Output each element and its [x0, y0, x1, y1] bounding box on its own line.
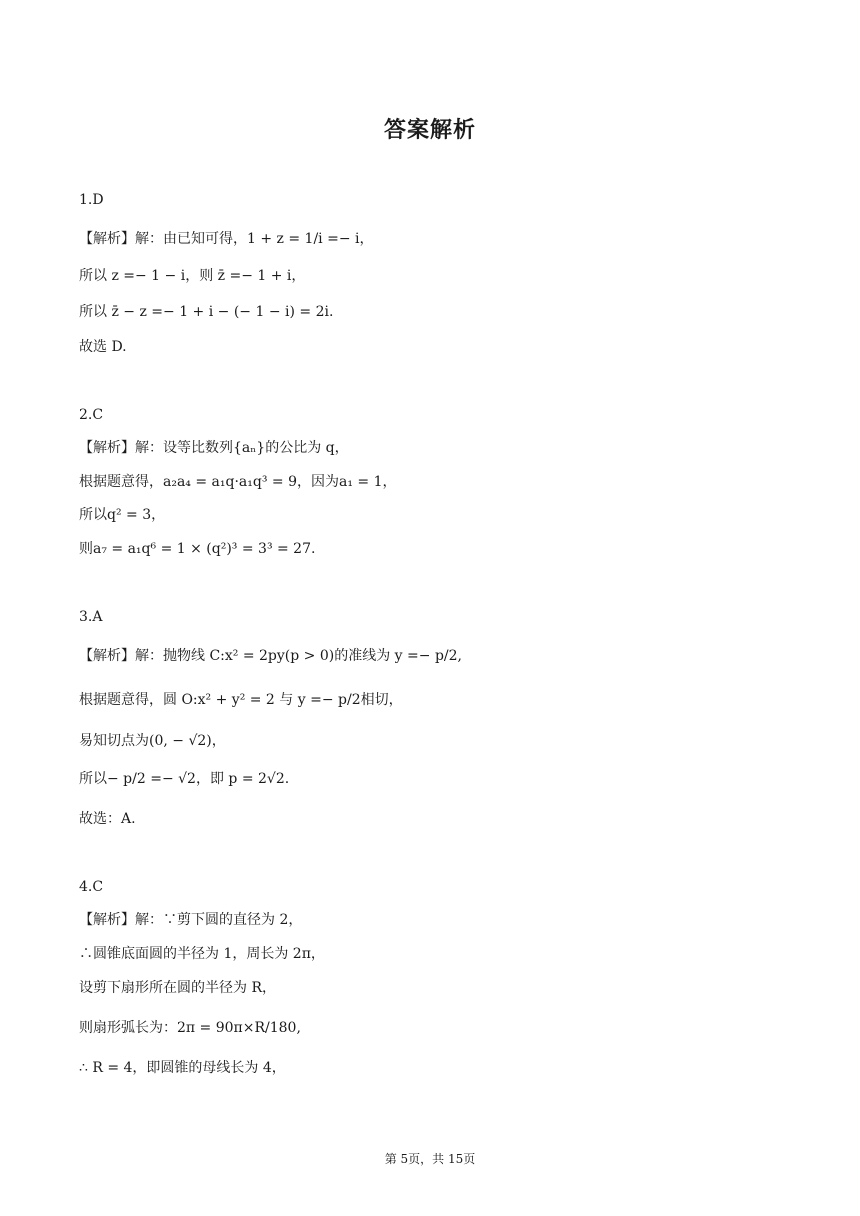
q3-line-2: 根据题意得，圆 O:x² + y² = 2 与 y =− p/2相切， — [79, 692, 403, 708]
q2-line-2: 根据题意得，a₂a₄ = a₁q·a₁q³ = 9，因为a₁ = 1， — [79, 474, 397, 490]
q1-line-3: 所以 z̄ − z =− 1 + i − (− 1 − i) = 2i. — [79, 304, 334, 320]
q2-line-4: 则a₇ = a₁q⁶ = 1 × (q²)³ = 3³ = 27. — [79, 541, 316, 557]
q4-line-3: 设剪下扇形所在圆的半径为 R， — [79, 980, 276, 996]
q2-line-1: 【解析】解：设等比数列{aₙ}的公比为 q， — [79, 440, 349, 456]
q4-line-4: 则扇形弧长为：2π = 90π×R/180, — [79, 1020, 301, 1036]
q4-heading: 4.C — [79, 879, 104, 895]
q1-heading: 1.D — [79, 192, 104, 208]
q3-line-5: 故选：A. — [79, 811, 136, 827]
page-footer: 第 5页，共 15页 — [384, 1152, 476, 1166]
q1-line-2: 所以 z =− 1 − i，则 z̄ =− 1 + i， — [79, 268, 306, 284]
page-title: 答案解析 — [383, 118, 476, 143]
q2-line-3: 所以q² = 3， — [79, 507, 166, 523]
q2-heading: 2.C — [79, 407, 104, 423]
q3-line-3: 易知切点为(0, − √2)， — [79, 733, 226, 749]
q1-line-1: 【解析】解：由已知可得，1 + z = 1/i =− i， — [79, 231, 374, 247]
q3-line-1: 【解析】解：抛物线 C:x² = 2py(p > 0)的准线为 y =− p/2, — [79, 648, 462, 664]
q3-heading: 3.A — [79, 609, 103, 625]
q4-line-5: ∴ R = 4，即圆锥的母线长为 4， — [79, 1060, 286, 1076]
q3-line-4: 所以− p/2 =− √2，即 p = 2√2. — [79, 771, 290, 787]
q1-line-4: 故选 D. — [79, 339, 127, 355]
q4-line-2: ∴圆锥底面圆的半径为 1，周长为 2π， — [79, 946, 325, 962]
q4-line-1: 【解析】解：∵剪下圆的直径为 2， — [79, 912, 303, 928]
